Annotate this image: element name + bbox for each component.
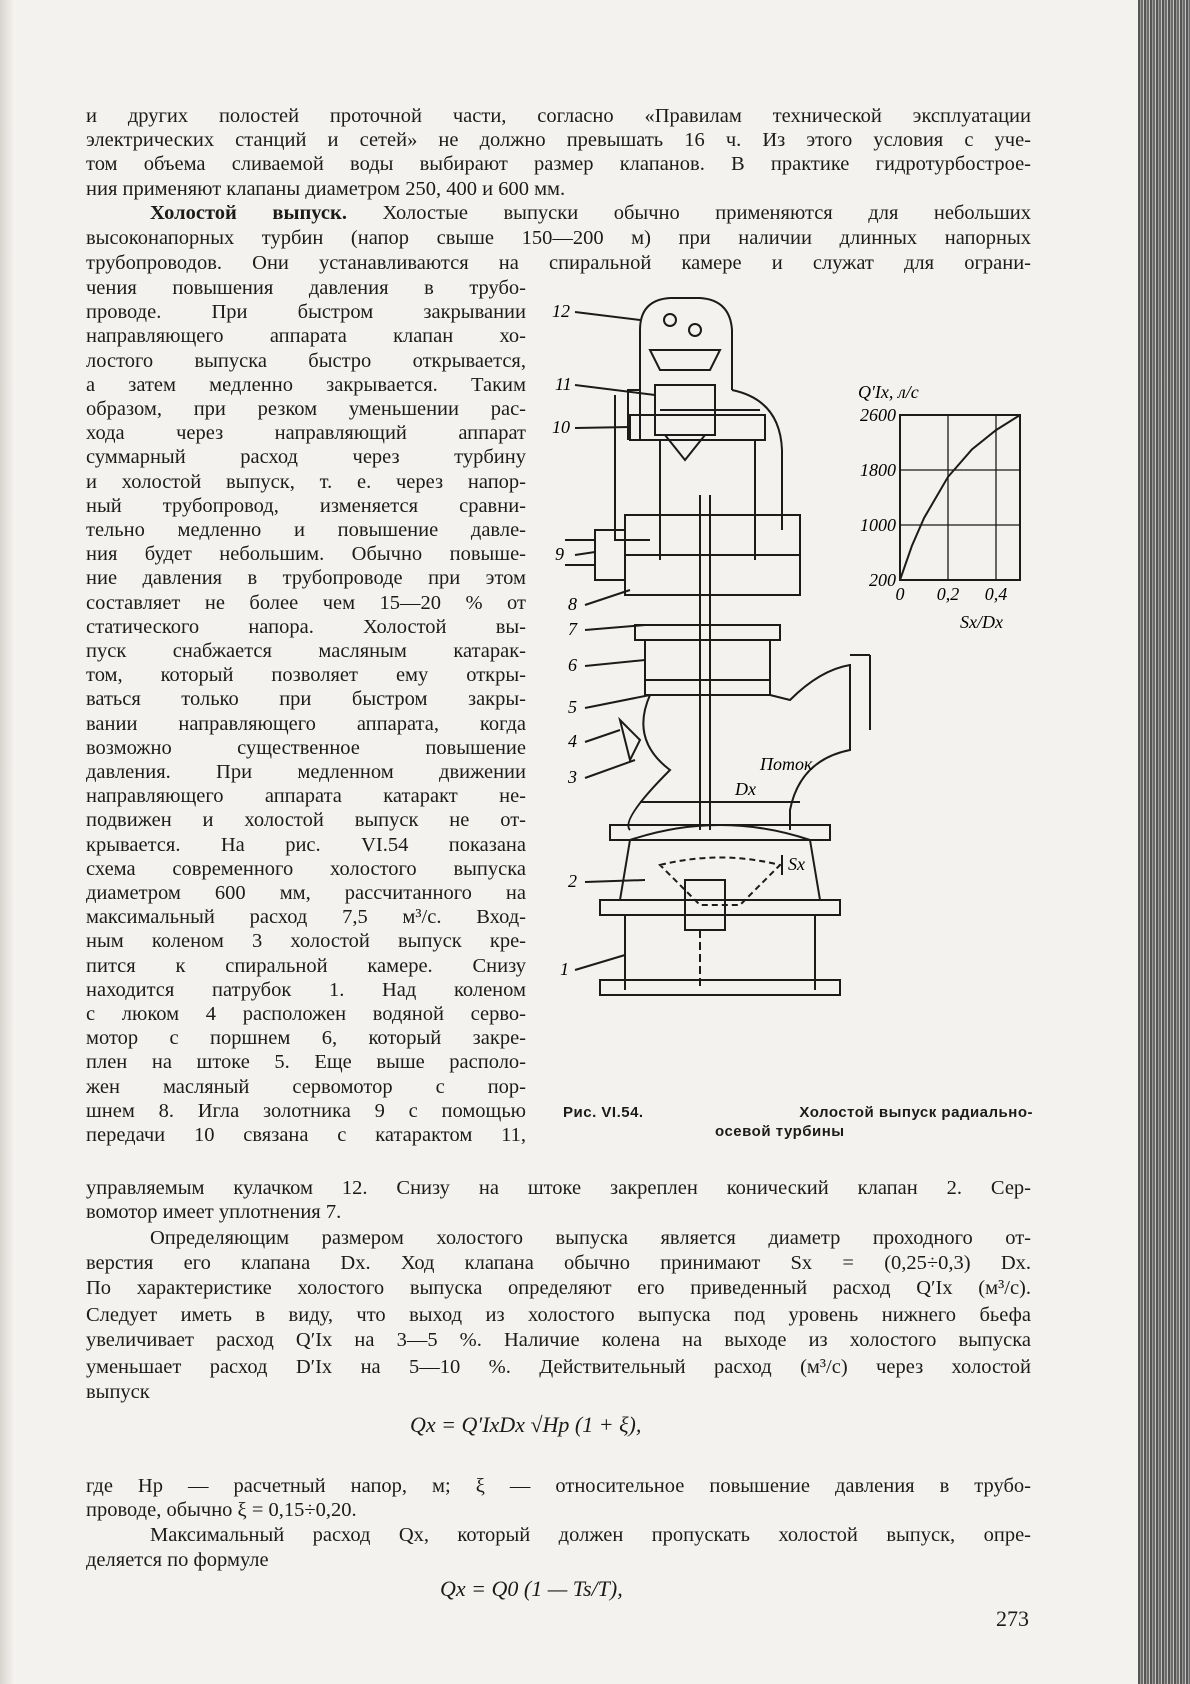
left-column-line: передачи 10 связана с катарактом 11,: [86, 1124, 526, 1146]
text-line: увеличивает расход Q′Ix на 3—5 %. Наличие колена на выходе из холостого выпуска: [86, 1329, 1031, 1351]
left-column-line: ный трубопровод, изменяется сравни-: [86, 494, 526, 517]
chart-ytick-label: 200: [869, 570, 896, 590]
part-label: 4: [568, 731, 577, 751]
left-column-line: схема современного холостого выпуска: [86, 857, 526, 880]
left-column-line: с люком 4 расположен водяной серво-: [86, 1003, 526, 1025]
part-label: 10: [552, 417, 570, 437]
left-column-line: образом, при резком уменьшении рас-: [86, 398, 526, 420]
left-column-line: возможно существенное повышение: [86, 736, 526, 759]
text-line: деляется по формуле: [86, 1549, 269, 1571]
page-number: 273: [996, 1606, 1029, 1631]
chart-ytick-label: 2600: [860, 405, 896, 425]
text-fragment: Холостые выпуски обычно применяются для небольших: [346, 202, 1031, 224]
left-column-line: и холостой выпуск, т. е. через напор-: [86, 470, 526, 493]
left-column-line: ния будет небольшим. Обычно повыше-: [86, 543, 526, 566]
text-line: Определяющим размером холостого выпуска является диаметр проходного от-: [150, 1227, 1031, 1249]
dimension-label: Dx: [735, 779, 756, 799]
part-label: 11: [555, 374, 572, 394]
text-line: Следует иметь в виду, что выход из холостого выпуска под уровень нижнего бьефа: [86, 1304, 1031, 1326]
caption-title-line1: Холостой выпуск радиально-: [799, 1104, 1033, 1121]
scan-shadow-left: [0, 0, 14, 1684]
left-column-line: диаметром 600 мм, рассчитанного на: [86, 882, 526, 904]
left-column-line: находится патрубок 1. Над коленом: [86, 978, 526, 1001]
text-line: ния применяют клапаны диаметром 250, 400 и 600 мм.: [86, 178, 566, 200]
left-column-line: подвижен и холостой выпуск не от-: [86, 809, 526, 832]
figure-caption: [563, 1103, 1033, 1141]
left-column-line: том, который позволяет ему откры-: [86, 664, 526, 687]
left-column-line: плен на штоке 5. Еще выше располо-: [86, 1051, 526, 1074]
chart-series-line: [900, 415, 1020, 580]
chart-ytick-label: 1800: [860, 460, 896, 480]
chart-xtick-label: 0: [895, 584, 905, 604]
chart-xlabel: Sx/Dx: [960, 612, 1003, 632]
chart-xtick-label: 0,4: [984, 584, 1008, 604]
chart-ytick-label: 1000: [860, 515, 896, 535]
left-column-line: пуск снабжается масляным катарак-: [86, 640, 526, 662]
text-line: трубопроводов. Они устанавливаются на спиральной камере и служат для ограни-: [86, 252, 1031, 274]
left-column-line: направляющего аппарата клапан хо-: [86, 325, 526, 348]
left-column-line: максимальный расход 7,5 м³/с. Вход-: [86, 906, 526, 929]
part-label: 8: [568, 594, 577, 614]
left-column-line: тельно медленно и повышение давле-: [86, 519, 526, 541]
text-line: электрических станций и сетей» не должно превышать 16 ч. Из этого условия с уче-: [86, 129, 1031, 151]
chart-ylabel: Q′Ix, л/с: [858, 382, 919, 402]
left-column-line: ным коленом 3 холостой выпуск кре-: [86, 930, 526, 953]
part-label: 12: [552, 301, 570, 321]
left-column-line: составляет не более чем 15—20 % от: [86, 591, 526, 614]
part-label: 1: [560, 959, 569, 979]
text-line: где Hp — расчетный напор, м; ξ — относительное повышение давления в трубо-: [86, 1475, 1031, 1497]
text-line: том объема сливаемой воды выбирают размер клапанов. В практике гидротурбострое-: [86, 153, 1031, 175]
left-column-line: направляющего аппарата катаракт не-: [86, 785, 526, 808]
left-column-line: пится к спиральной камере. Снизу: [86, 954, 526, 977]
text-line: вомотор имеет уплотнения 7.: [86, 1201, 342, 1223]
caption-title-line2: осевой турбины: [715, 1123, 845, 1140]
left-column-line: проводе. При быстром закрывании: [86, 301, 526, 324]
book-spine-edge: [1138, 0, 1190, 1684]
stroke-label: Sx: [788, 854, 805, 874]
formula-discharge: Qx = Q′IxDx √Hp (1 + ξ),: [410, 1412, 642, 1437]
left-column-line: статического напора. Холостой вы-: [86, 615, 526, 638]
text-line: и других полостей проточной части, согласно «Правилам технической эксплуатации: [86, 105, 1031, 127]
part-label: 3: [568, 767, 577, 787]
flow-label: Поток: [760, 754, 813, 774]
characteristic-chart: [830, 370, 1030, 640]
text-line: уменьшает расход D′Ix на 5—10 %. Действительный расход (м³/с) через холостой: [86, 1356, 1031, 1378]
text-line: высоконапорных турбин (напор свыше 150—200 м) при наличии длинных напорных: [86, 227, 1031, 249]
text-line: По характеристике холостого выпуска определяют его приведенный расход Q′Ix (м³/с).: [86, 1277, 1031, 1299]
chart-frame: [900, 415, 1020, 580]
left-column-line: хода через направляющий аппарат: [86, 422, 526, 445]
text-line: выпуск: [86, 1381, 150, 1403]
left-column-line: чения повышения давления в трубо-: [86, 277, 526, 299]
part-label: 6: [568, 655, 577, 675]
text-line: управляемым кулачком 12. Снизу на штоке закреплен конический клапан 2. Сер-: [86, 1177, 1031, 1199]
left-column-line: крывается. На рис. VI.54 показана: [86, 833, 526, 856]
left-column-line: давления. При медленном движении: [86, 761, 526, 783]
part-label: 9: [555, 544, 564, 564]
left-column-line: вании направляющего аппарата, когда: [86, 712, 526, 735]
left-column-line: суммарный расход через турбину: [86, 446, 526, 469]
part-label: 5: [568, 697, 577, 717]
formula-max-discharge: Qx = Q0 (1 — Ts/T),: [440, 1576, 623, 1601]
section-heading: Холостой выпуск.: [150, 202, 347, 224]
text-line: проводе, обычно ξ = 0,15÷0,20.: [86, 1499, 357, 1521]
text-line: Максимальный расход Qx, который должен пропускать холостой выпуск, опре-: [150, 1524, 1031, 1546]
text-line: верстия его клапана Dx. Ход клапана обычно принимают Sx = (0,25÷0,3) Dx.: [86, 1252, 1031, 1274]
caption-number: Рис. VI.54.: [563, 1104, 644, 1121]
left-column-line: ние давления в трубопроводе при этом: [86, 567, 526, 590]
text-line: [150, 201, 1031, 225]
left-column-line: лостого выпуска быстро открывается,: [86, 349, 526, 372]
left-column-line: жен масляный сервомотор с пор-: [86, 1075, 526, 1098]
chart-xtick-label: 0,2: [936, 584, 960, 604]
left-column-line: мотор с поршнем 6, который закре-: [86, 1027, 526, 1050]
part-label: 7: [568, 619, 577, 639]
left-column-line: а затем медленно закрывается. Таким: [86, 373, 526, 396]
left-column-line: шнем 8. Игла золотника 9 с помощью: [86, 1099, 526, 1122]
left-column-line: ваться только при быстром закры-: [86, 688, 526, 711]
part-label: 2: [568, 871, 577, 891]
